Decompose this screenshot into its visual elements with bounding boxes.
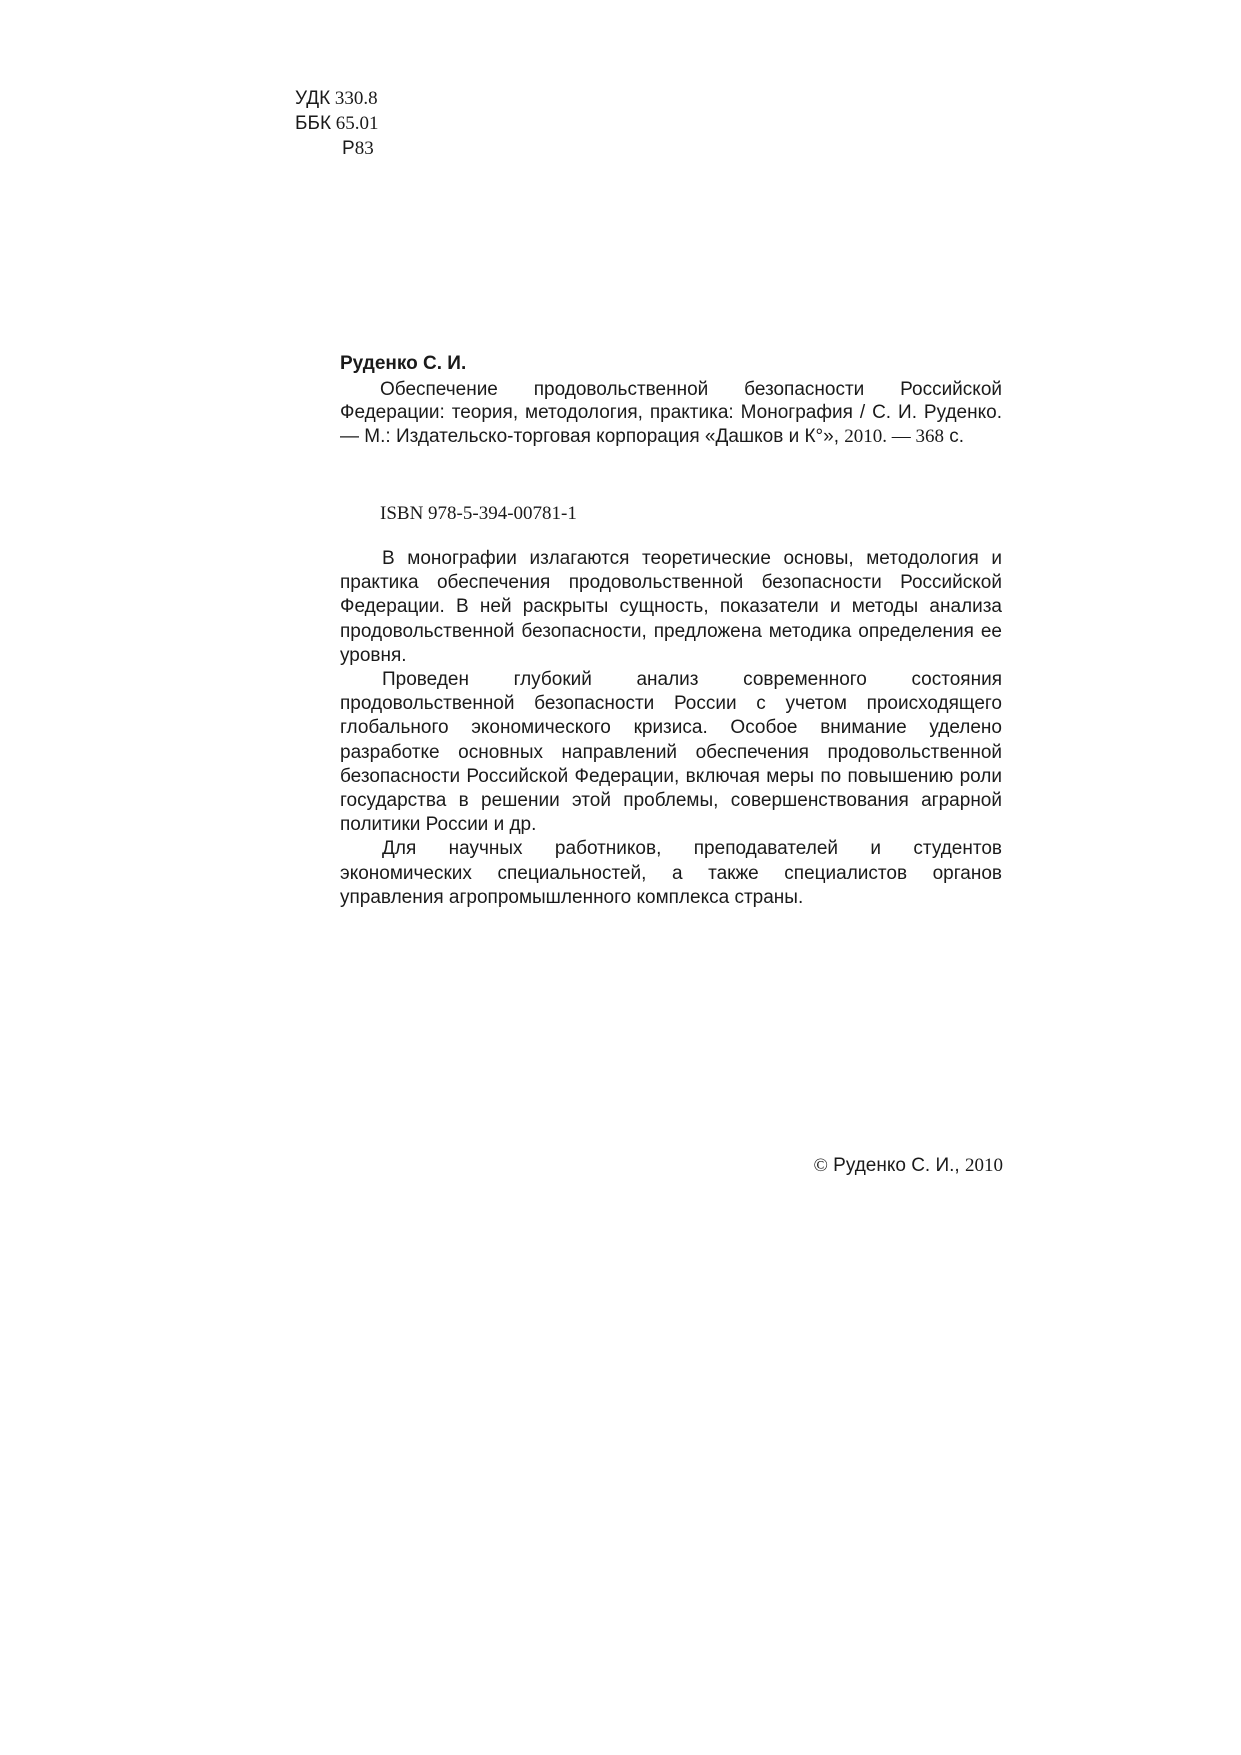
classification-block [295,86,379,161]
udk-label: УДК [295,88,331,109]
description-pages-suffix: с. [944,425,965,447]
copyright-symbol: © [813,1155,828,1176]
annotation-paragraph: Для научных работников, преподавателей и студентов экономических специальностей, а также специалистов органов управления агропромышленного комплекса страны. [340,838,1002,908]
author-sign-value: 83 [354,138,374,159]
author-sign-row [295,136,379,161]
udk-row [295,86,379,111]
copyright-line [813,1155,1003,1177]
copyright-year: 2010 [965,1155,1003,1176]
author-sign-label: Р [342,138,355,159]
author-heading: Руденко С. И. [340,353,467,374]
udk-value: 330.8 [334,88,378,109]
bbk-row [295,111,379,136]
bbk-value: 65.01 [335,113,379,134]
isbn-line: ISBN 978-5-394-00781-1 [380,503,577,524]
annotation [340,547,1002,910]
description-main: Обеспечение продовольственной безопасности Российской Федерации: теория, методология, практика: Монография / С. И. Руденко. — М.: Издательско-торговая корпорация «Дашков и К°», [340,378,1002,447]
bibliographic-description [340,378,1002,449]
copyright-holder: Руденко С. И., [827,1155,965,1176]
annotation-paragraph: В монографии излагаются теоретические основы, методология и практика обеспечения продовольственной безопасности Российской Федерации. В ней раскрыты сущность, показатели и методы анализа продовольственной безопасности, предложена методика определения ее уровня. [340,548,1002,666]
bbk-label: ББК [295,113,332,134]
annotation-paragraph: Проведен глубокий анализ современного состояния продовольственной безопасности России с учетом происходящего глобального экономического кризиса. Особое внимание уделено разработке основных направлений обеспечения продовольственной безопасности Российской Федерации, включая меры по повышению роли государства в решении этой проблемы, совершенствования аграрной политики России и др. [340,669,1002,836]
bibliographic-record [340,352,1002,448]
description-year: 2010. — 368 [844,425,945,447]
